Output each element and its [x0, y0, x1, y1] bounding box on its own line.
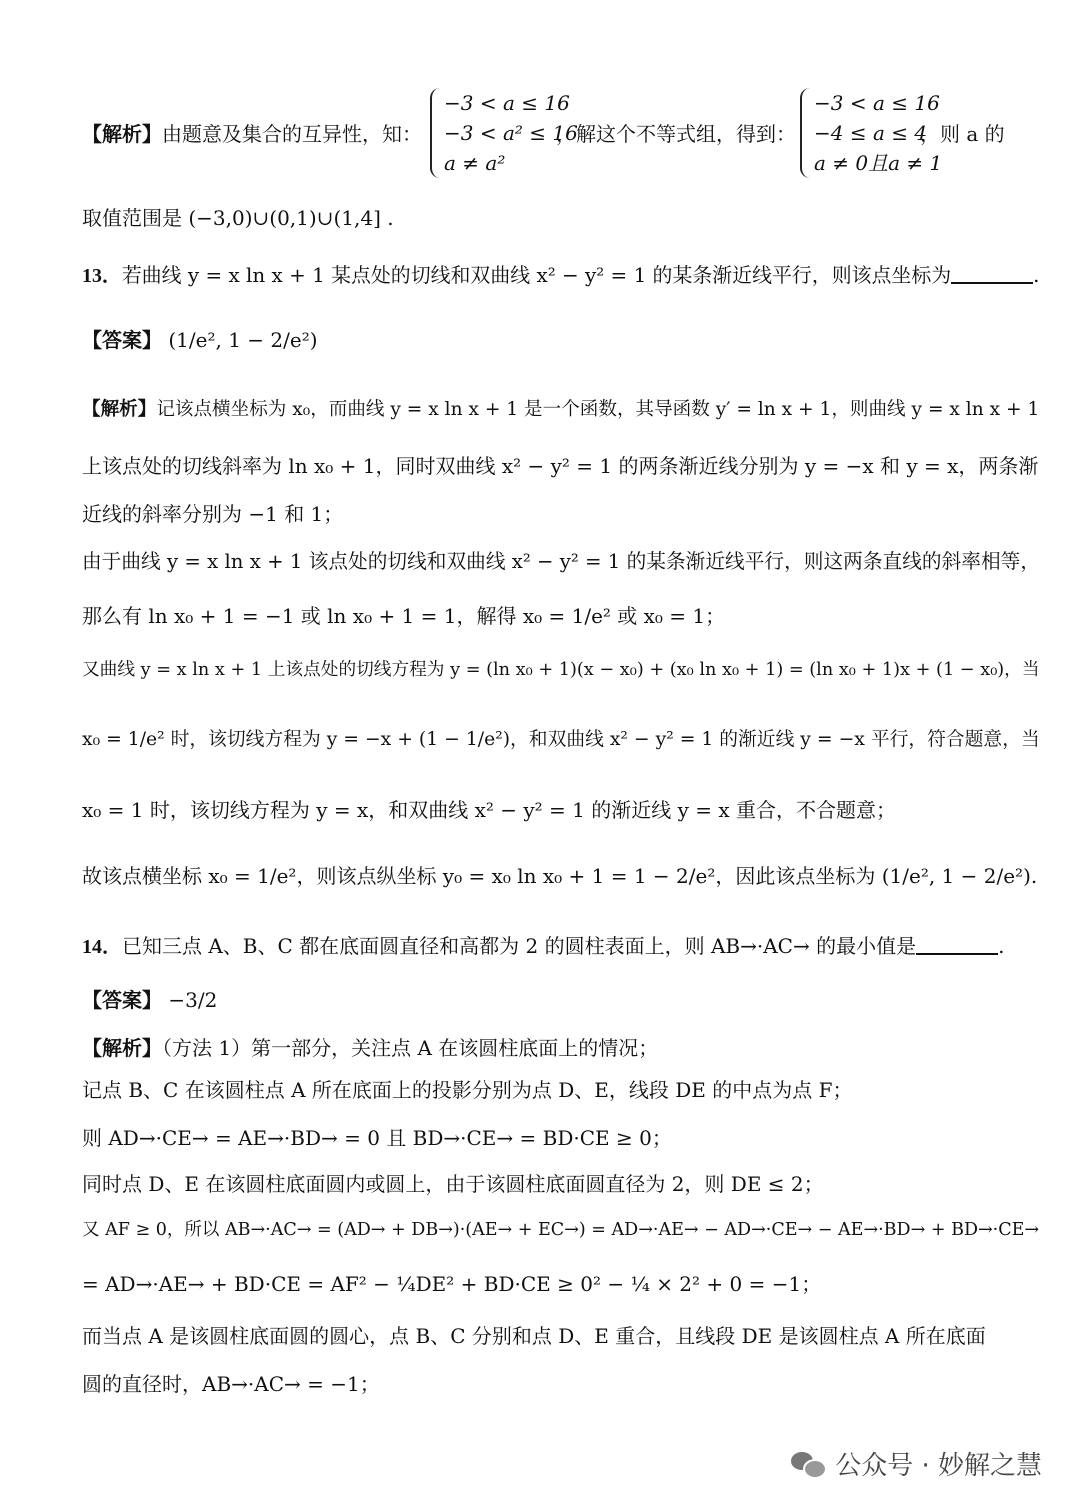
q14-stem: 已知三点 A、B、C 都在底面圆直径和高都为 2 的圆柱表面上，则 AB→·AC→ 的最小值是 — [122, 934, 917, 958]
q14-answer: −3/2 — [168, 988, 218, 1012]
answer-label: 【答案】 — [82, 988, 162, 1012]
answer-label: 【答案】 — [82, 328, 162, 352]
q13-analysis-text: 记该点横坐标为 x₀，而曲线 y = x ln x + 1 是一个函数，其导函数 y′ = ln x + 1，则曲线 y = x ln x + 1 — [156, 399, 1040, 420]
q14-analysis-text: 则 AD→·CE→ = AE→·BD→ = 0 且 BD→·CE→ = BD·CE ≥ 0； — [82, 1126, 672, 1150]
p12-range: 取值范围是 (−3,0)∪(0,1)∪(1,4] . — [82, 206, 394, 230]
q13-analysis-text: x₀ = 1 时，该切线方程为 y = x，和双曲线 x² − y² = 1 的渐近线 y = x 重合，不合题意； — [82, 798, 897, 822]
system2-line: −4 ≤ a ≤ 4 — [814, 121, 928, 145]
analysis-label: 【解析】 — [82, 399, 157, 420]
q14-stem-line: 14．已知三点 A、B、C 都在底面圆直径和高都为 2 的圆柱表面上，则 AB→·AC→ 的最小值是 . — [82, 934, 1005, 958]
system1-line: a ≠ a² — [444, 151, 506, 175]
system2-line: −3 < a ≤ 16 — [814, 91, 940, 115]
q14-analysis-line — [82, 1034, 1010, 1062]
question-number: 14． — [82, 936, 122, 958]
analysis-label: 【解析】 — [82, 122, 162, 146]
q14-analysis-text: = AD→·AE→ + BD·CE = AF² − ¼DE² + BD·CE ≥ 0² − ¼ × 2² + 0 = −1； — [82, 1272, 822, 1296]
wechat-icon — [791, 1450, 825, 1478]
q14-analysis-text: 又 AF ≥ 0，所以 AB→·AC→ = (AD→ + DB→)·(AE→ + EC→) = AD→·AE→ − AD→·CE→ − AE→·BD→ + BD→·CE→ — [82, 1220, 1040, 1240]
q13-analysis-text: 近线的斜率分别为 −1 和 1； — [82, 502, 344, 526]
system1-line: −3 < a ≤ 16 — [444, 91, 570, 115]
answer-blank — [916, 933, 998, 955]
q14-analysis-text: 而当点 A 是该圆柱底面圆的圆心，点 B、C 分别和点 D、E 重合，且线段 DE 是该圆柱点 A 所在底面 — [82, 1324, 986, 1348]
q14-answer-line — [82, 986, 1010, 1014]
p12-intro: 由题意及集合的互异性，知： — [162, 122, 422, 146]
answer-blank — [951, 262, 1033, 284]
question-number: 13． — [82, 265, 122, 287]
q13-analysis-text: 又曲线 y = x ln x + 1 上该点处的切线方程为 y = (ln x₀ + 1)(x − x₀) + (x₀ ln x₀ + 1) = (ln x₀ + 1)x + (1 − x₀)，当 — [82, 660, 1040, 680]
q13-stem: 若曲线 y = x ln x + 1 某点处的切线和双曲线 x² − y² = 1 的某条渐近线平行，则该点坐标为 — [121, 264, 952, 287]
q13-analysis-text: 上该点处的切线斜率为 ln x₀ + 1，同时双曲线 x² − y² = 1 的两条渐近线分别为 y = −x 和 y = x，两条渐 — [82, 454, 1039, 478]
q14-analysis-text: 同时点 D、E 在该圆柱底面圆内或圆上，由于该圆柱底面圆直径为 2，则 DE ≤ 2； — [82, 1172, 824, 1196]
system2-line: a ≠ 0且a ≠ 1 — [814, 151, 943, 175]
watermark — [791, 1445, 1042, 1482]
watermark-text: 公众号 · 妙解之慧 — [835, 1451, 1042, 1481]
q13-answer-line — [82, 326, 1010, 354]
q13-analysis-text: x₀ = 1/e² 时，该切线方程为 y = −x + (1 − 1/e²)，和双曲线 x² − y² = 1 的渐近线 y = −x 平行，符合题意，当 — [82, 729, 1040, 750]
q14-analysis-text: 圆的直径时，AB→·AC→ = −1； — [82, 1372, 380, 1396]
q13-analysis-text: 故该点横坐标 x₀ = 1/e²，则该点纵坐标 y₀ = x₀ ln x₀ + 1 = 1 − 2/e²，因此该点坐标为 (1/e², 1 − 2/e²). — [82, 864, 1038, 888]
q13-analysis-text: 那么有 ln x₀ + 1 = −1 或 ln x₀ + 1 = 1，解得 x₀ = 1/e² 或 x₀ = 1； — [82, 604, 726, 628]
p12-tail: ，则 a 的 — [920, 122, 1005, 146]
q14-analysis-text: （方法 1）第一部分，关注点 A 在该圆柱底面上的情况； — [162, 1036, 659, 1060]
q13-analysis-line — [82, 396, 1040, 424]
system1-line: −3 < a² ≤ 16 — [444, 121, 578, 145]
q14-analysis-text: 记点 B、C 在该圆柱点 A 所在底面上的投影分别为点 D、E，线段 DE 的中点为点 F； — [82, 1078, 853, 1102]
analysis-label: 【解析】 — [82, 1036, 162, 1060]
q13-stem-line: 13．若曲线 y = x ln x + 1 某点处的切线和双曲线 x² − y² = 1 的某条渐近线平行，则该点坐标为 . — [82, 264, 1040, 287]
p12-mid: ，解这个不等式组，得到： — [556, 122, 796, 146]
q13-answer: (1/e², 1 − 2/e²) — [168, 328, 318, 352]
q13-analysis-text: 由于曲线 y = x ln x + 1 该点处的切线和双曲线 x² − y² = 1 的某条渐近线平行，则这两条直线的斜率相等， — [82, 550, 1041, 573]
